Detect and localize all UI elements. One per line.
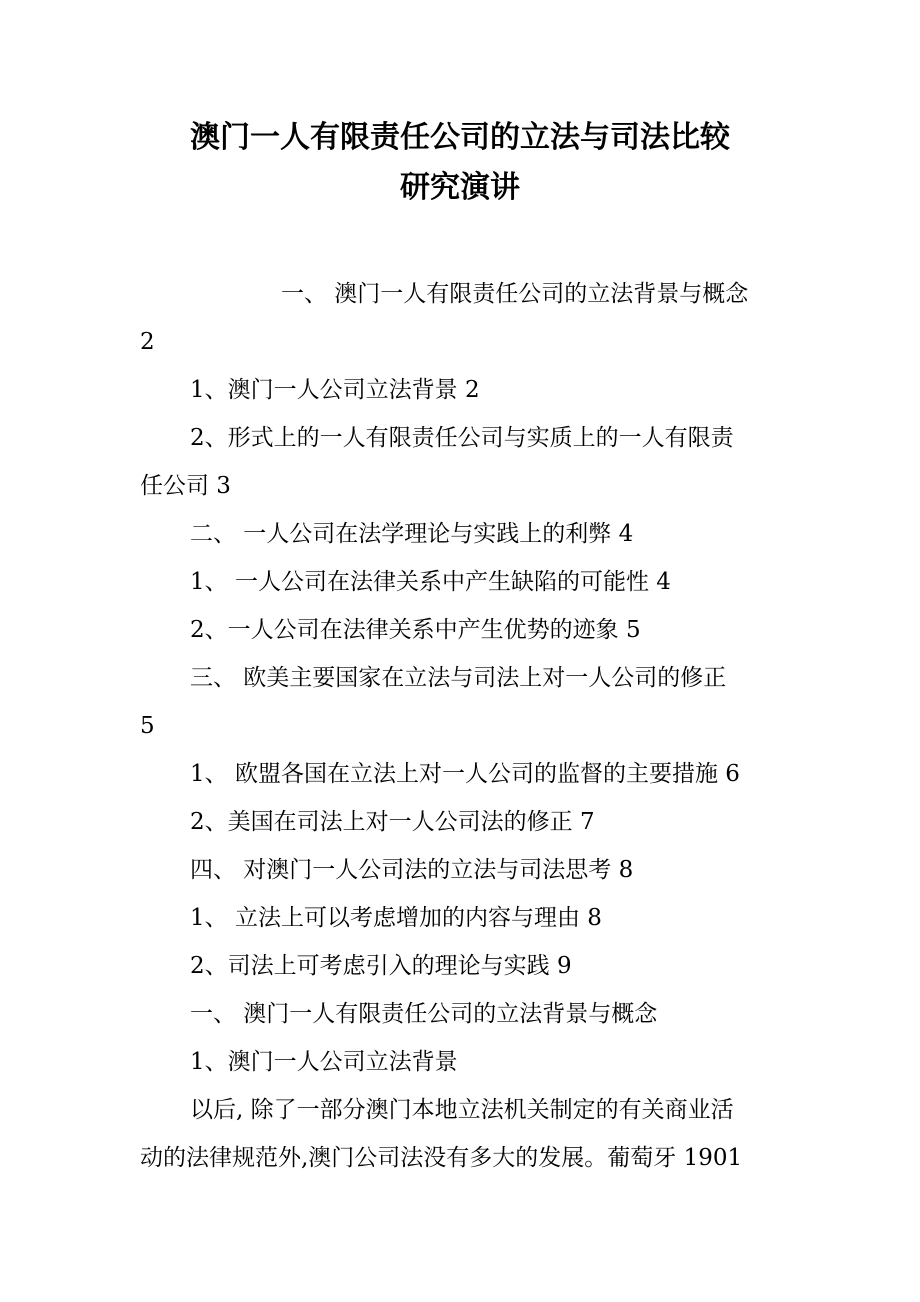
toc-entry-1-1: 1、澳门一人公司立法背景 2	[190, 377, 480, 403]
toc-entry-4-2: 2、司法上可考虑引入的理论与实践 9	[190, 953, 572, 979]
document-title-line-2: 研究演讲	[400, 170, 520, 205]
toc-entry-1-2: 2、形式上的一人有限责任公司与实质上的一人有限责	[190, 425, 734, 451]
document-title-line-1: 澳门一人有限责任公司的立法与司法比较	[190, 120, 730, 155]
toc-entry-3: 三、 欧美主要国家在立法与司法上对一人公司的修正	[190, 665, 727, 691]
toc-entry-2: 二、 一人公司在法学理论与实践上的利弊 4	[190, 521, 634, 547]
toc-entry-1: 一、 澳门一人有限责任公司的立法背景与概念	[281, 281, 749, 307]
toc-entry-4-1: 1、 立法上可以考虑增加的内容与理由 8	[190, 905, 602, 931]
toc-entry-4: 四、 对澳门一人公司法的立法与司法思考 8	[190, 857, 634, 883]
toc-entry-3-2: 2、美国在司法上对一人公司法的修正 7	[190, 809, 595, 835]
toc-entry-2-1: 1、 一人公司在法律关系中产生缺陷的可能性 4	[190, 569, 671, 595]
subsection-heading: 1、澳门一人公司立法背景	[190, 1049, 458, 1075]
paragraph-line-1: 以后, 除了一部分澳门本地立法机关制定的有关商业活	[190, 1097, 734, 1123]
toc-entry-1-page: 2	[140, 329, 155, 355]
toc-entry-1-2-cont: 任公司 3	[140, 473, 231, 499]
paragraph-line-2: 动的法律规范外,澳门公司法没有多大的发展。葡萄牙 1901	[140, 1145, 743, 1171]
toc-entry-3-page: 5	[140, 713, 155, 739]
section-heading: 一、 澳门一人有限责任公司的立法背景与概念	[190, 1001, 658, 1027]
toc-entry-3-1: 1、 欧盟各国在立法上对一人公司的监督的主要措施 6	[190, 761, 740, 787]
toc-entry-2-2: 2、一人公司在法律关系中产生优势的迹象 5	[190, 617, 641, 643]
